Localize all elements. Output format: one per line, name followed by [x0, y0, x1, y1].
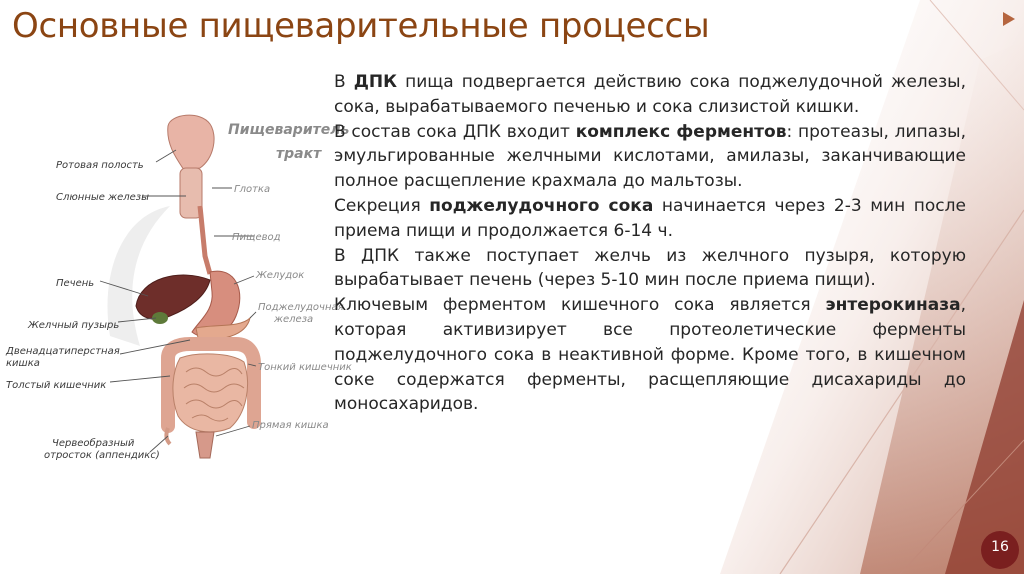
rectum-organ — [196, 432, 214, 458]
liver-organ — [136, 275, 210, 319]
paragraph-2-bold: комплекс ферментов — [575, 121, 787, 142]
paragraph-4-text: В ДПК также поступает желчь из желчного пузыря, которую вырабатывает печень (через 5-10 мин после приема пищи). — [334, 245, 966, 291]
page-title: Основные пищеварительные процессы — [12, 6, 710, 46]
body-text — [334, 70, 966, 417]
label-gallbladder: Желчный пузырь — [28, 320, 120, 331]
figure-caption-line1: Пищеваритель — [228, 122, 350, 138]
paragraph-4 — [334, 244, 966, 294]
label-oral-cavity: Ротовая полость — [56, 160, 144, 171]
paragraph-1-text-end: пища подвергается действию сока поджелудочной железы, сока, вырабатываемого печенью и сока слизистой кишки. — [334, 72, 966, 117]
page-number: 16 — [991, 539, 1009, 555]
label-pancreas-line2: железа — [274, 314, 314, 325]
paragraph-1 — [334, 70, 966, 120]
esophagus-organ — [200, 206, 210, 274]
label-liver: Печень — [56, 278, 95, 289]
label-pancreas-line1: Поджелудочная — [258, 302, 344, 313]
label-salivary-glands: Слюнные железы — [56, 192, 150, 203]
paragraph-3-bold: поджелудочного сока — [429, 195, 654, 216]
label-large-intestine: Толстый кишечник — [6, 380, 107, 391]
label-duodenum-line1: Двенадцатиперстная — [6, 346, 120, 357]
paragraph-5-text-end: , которая активизирует все протеолетические ферменты поджелудочного сока в неактивной форме. Кроме того, в кишечном соке содержатся ферменты, расщепляющие дисахариды до моносахаридов. — [334, 295, 966, 415]
paragraph-5-text-start: Ключевым ферментом кишечного сока является — [334, 295, 826, 316]
paragraph-5-bold: энтерокиназа — [825, 295, 961, 316]
small-intestine-organ — [173, 354, 248, 432]
paragraph-5 — [334, 293, 966, 417]
paragraph-2 — [334, 120, 966, 194]
paragraph-3-text-start: Секреция — [334, 195, 430, 216]
label-esophagus: Пищевод — [232, 232, 281, 243]
label-appendix-line2: отросток (аппендикс) — [44, 450, 160, 461]
paragraph-3 — [334, 194, 966, 244]
paragraph-2-text-start: В состав сока ДПК входит — [334, 121, 576, 142]
label-stomach: Желудок — [256, 270, 305, 281]
paragraph-2-text-end: : протеазы, липазы, эмульгированные желчными кислотами, амилазы, заканчивающие полное расщепление крахмала до мальтозы. — [334, 121, 966, 192]
paragraph-3-text-end: начинается через 2-3 мин после приема пищи и продолжается 6-14 ч. — [334, 195, 966, 241]
label-duodenum-line2: кишка — [6, 358, 40, 369]
label-appendix-line1: Червеобразный — [52, 438, 135, 449]
oral-cavity-organ — [168, 115, 214, 170]
figure-caption-line2: тракт — [276, 146, 322, 162]
paragraph-1-bold: ДПК — [353, 72, 398, 92]
label-pharynx: Глотка — [234, 184, 271, 195]
label-small-intestine: Тонкий кишечник — [258, 362, 352, 373]
digestive-tract-figure — [0, 96, 352, 496]
paragraph-1-text-start: В — [334, 72, 354, 92]
label-rectum: Прямая кишка — [252, 420, 329, 431]
